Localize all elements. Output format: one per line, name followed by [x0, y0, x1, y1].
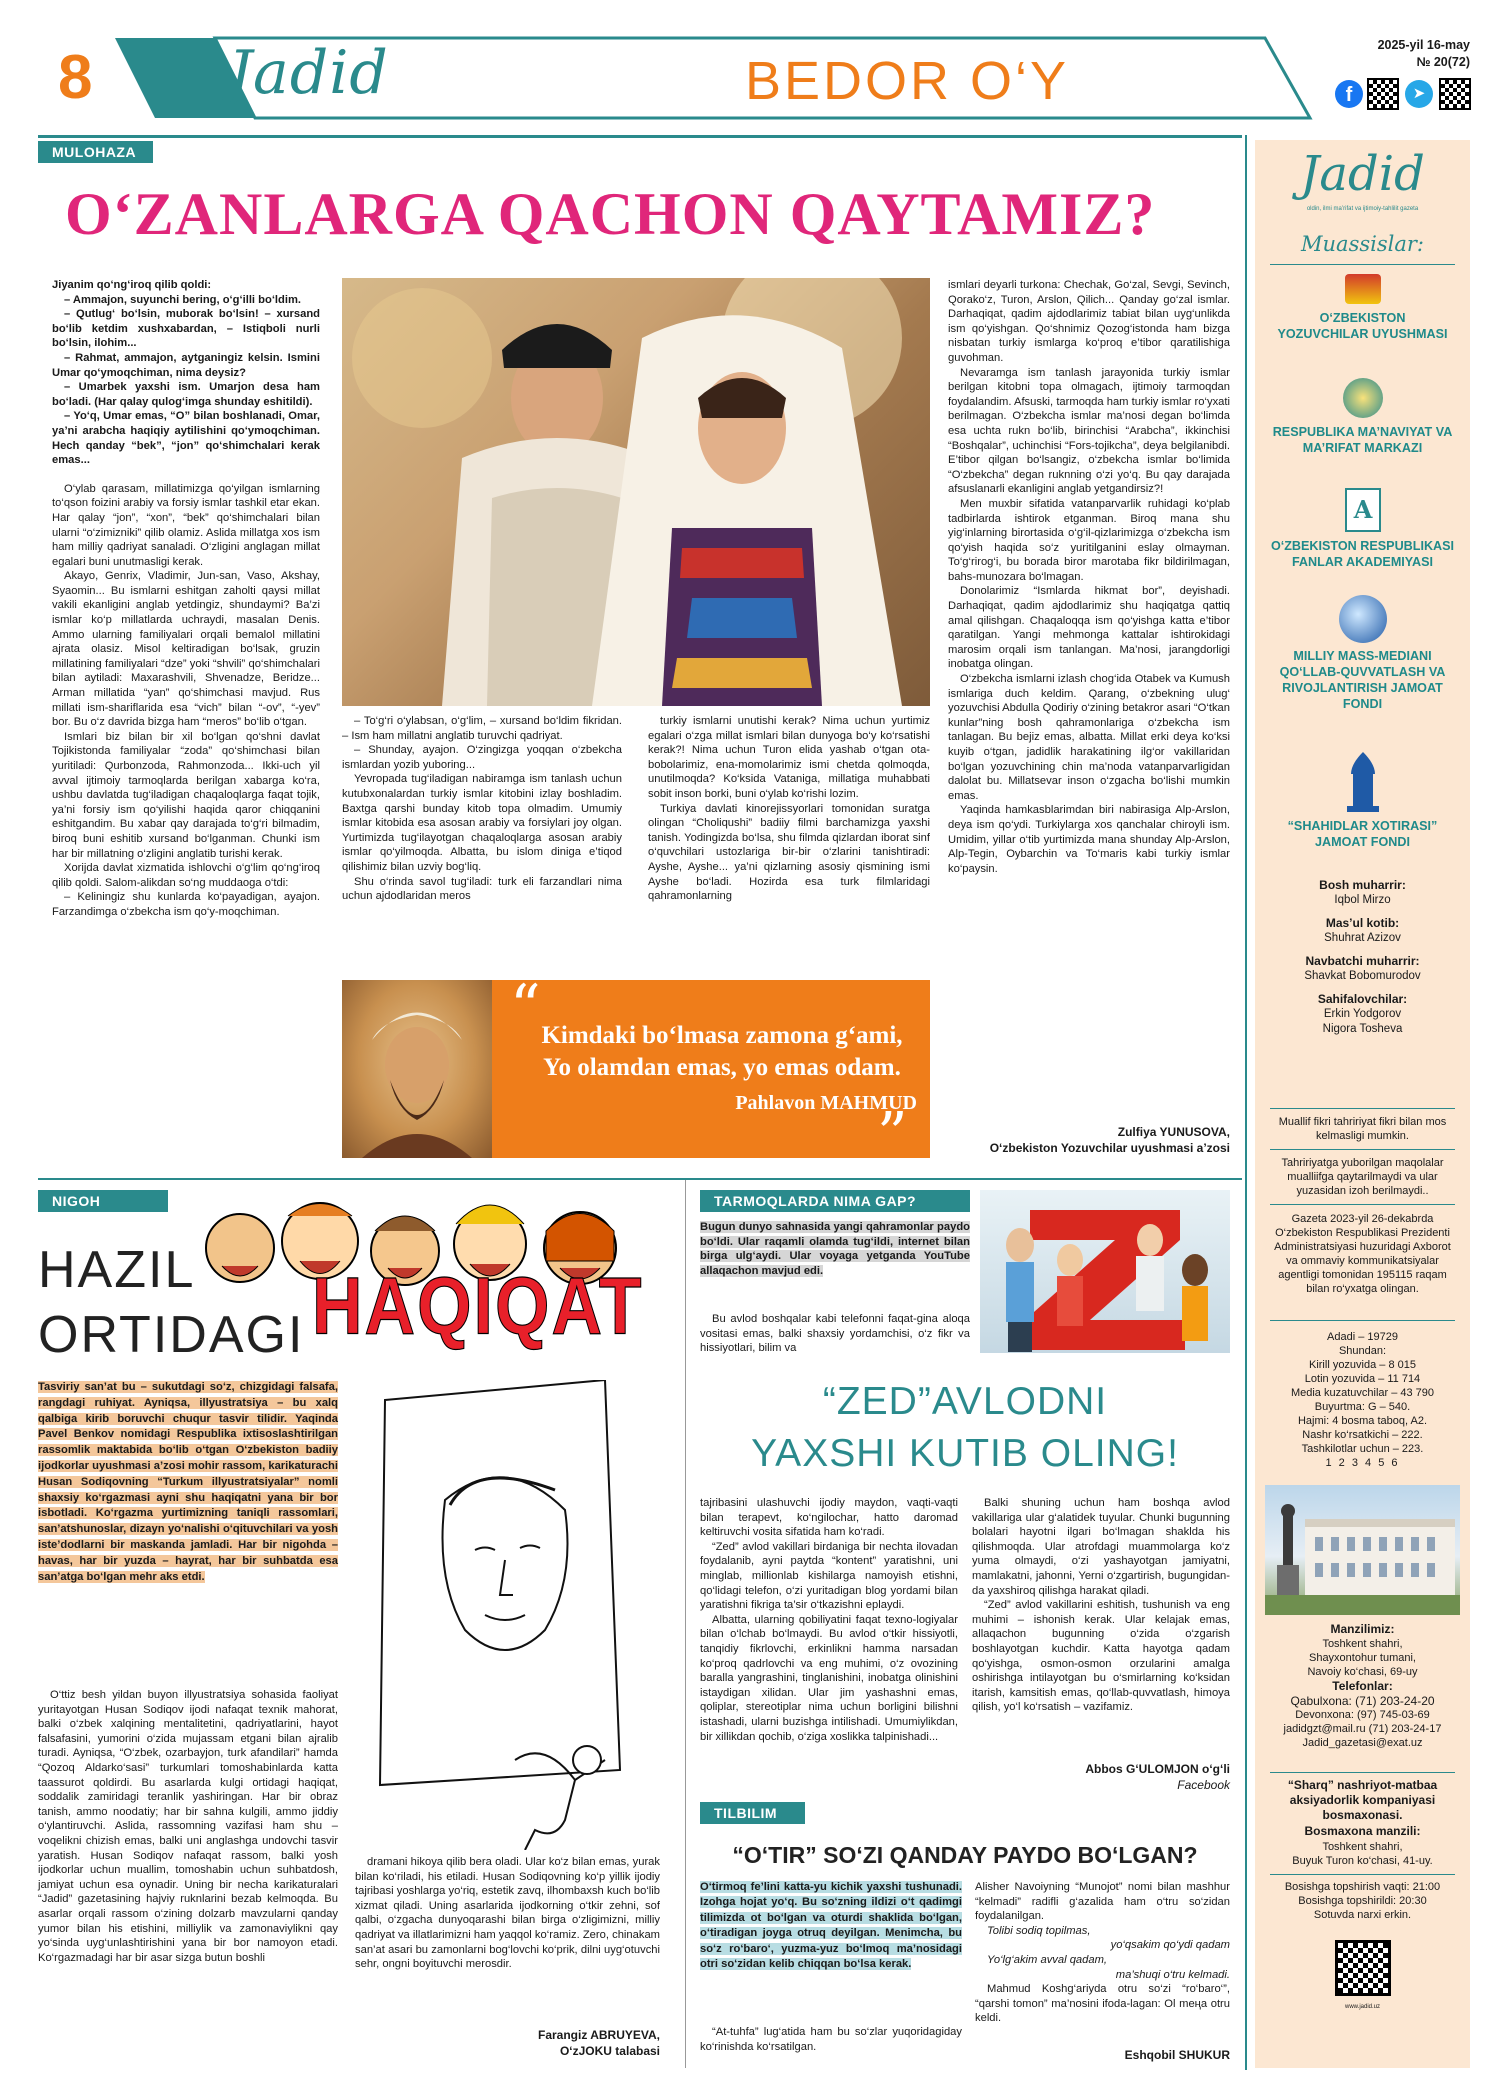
header-rule [38, 135, 1242, 138]
paragraph: “Zed” avlod vakillarini eshitish, tushunish va eng muhimi – ishonish kerak. Ular kelajak emas, allaqachon bugunning o‘zida o‘zgarish boshlayotgan kuchdir. Katta hayotga qadam qo‘yishga, osmon-osmon orzularini amalga oshirishga intilayotgan bu o‘smirlarning ko‘ksidan itarish, kamsitish emas, qo‘llab-quvvatlash, himoya qilish, yo‘l ko‘rsatish – vazifamiz. [972, 1599, 1230, 1714]
paragraph: – Shunday, ayajon. O‘zingizga yoqqan o‘zbekcha ismlardan yozib yuboring... [342, 744, 622, 771]
dialog-line: – Rahmat, ammajon, aytganingiz kelsin. Ismini Umar qo‘ymoqchiman, nima deysiz? [52, 351, 320, 379]
page-header [0, 28, 1512, 128]
verse-line: Yo‘lg‘akim avval qadam, [987, 1953, 1108, 1966]
article3-lead [700, 1220, 970, 1278]
building-photo [1265, 1485, 1460, 1615]
article2-col1 [38, 1688, 338, 1965]
article3-col2 [972, 1496, 1230, 1715]
article4-author: Eshqobil SHUKUR [1124, 2048, 1230, 2062]
telegram-icon[interactable]: ➤ [1405, 80, 1433, 108]
qr-code-icon [1439, 78, 1471, 110]
address-line: Toshkent shahri, [1322, 1638, 1403, 1650]
article2-lead [38, 1380, 338, 1585]
paragraph: Nevaramga ism tanlash jarayonida turkiy ismlar berilgan kitobni topa olmagach, ijtimoiy tarmoqdan foydalandim. Afsuski, tarmoqda ham turkiy ismlar ro‘yxati berilmagan. O‘zbekcha ismlar ma’nosi degan bo‘limda esa uchta rukn bo‘lib, birinchisi “Arabcha”, ikkinchisi “Boshqalar”, uchinchisi “Fors-tojikcha”, deya belgilanibdi. E’tibor qilgan bo‘lsangiz, o‘zbekcha ismlar bo‘limida “O‘zbekcha” degan ruknning o‘zi yo‘q. Bu qay darajada afsuslanarli ekanligini anglab yetgandirsiz?! [948, 366, 1230, 496]
staff-name: Shuhrat Azizov [1324, 932, 1401, 944]
stat-line: Lotin yozuvida – 11 714 [1304, 1373, 1421, 1385]
rubric-nigoh: NIGOH [38, 1190, 168, 1212]
article3-title-line1: “ZED”AVLODNI [822, 1380, 1108, 1423]
lead-highlight: O‘tirmoq fe’lini katta-yu kichik yaxshi tushunadi. Izohga hojat yo‘q. Bu so‘zning ildizi o‘t qadimgi tilimizda ot bo‘lgan va oturdi shaklida bo‘lgan, o‘tiradigan joyga otruq deyilgan. Menimcha, bu so‘z ro‘baro‘, yuzma-yuz bo‘lmoq ma’nosidagi otri so‘zidan kelib chiqqan bo‘lsa kerak. [700, 1881, 962, 1971]
paragraph: tajribasini ulashuvchi ijodiy maydon, vaqti-vaqti bilan terapevt, ko‘ngilochar, hatto daromad keltiruvchi vosita sifatida ham ko‘radi. [700, 1497, 958, 1539]
article1-col3 [648, 714, 930, 904]
lead-text [38, 1380, 338, 1585]
couple-photo [342, 278, 930, 706]
qr-code-icon [1367, 78, 1399, 110]
article2-title-line1: HAZIL [38, 1241, 196, 1299]
circulation-stats [1255, 1330, 1470, 1470]
page-number: 8 [58, 43, 93, 112]
lead-text [700, 1880, 962, 1972]
paragraph: Turkiya davlati kinorejissyorlari tomonidan suratga olingan “Choliqushi” badiiy filmi barchamizga yaxshi tanish. Yodingizda bo‘lsa, shu filmda qizlardan iborat sinf o‘quvchilari ustozlariga bir-bir o‘zlarini tanishtiradi: Ayshe, Ayshe... ya’ni qizlarning asosiy qismining ismi Ayshe bo‘ladi. Hozirda esa turk filmlaridagi qahramonlarning [648, 802, 930, 903]
paragraph: dramani hikoya qilib bera oladi. Ular ko‘z bilan emas, yurak bilan ko‘riladi, his etiladi. Husan Sodiqovning ko‘p yillik ijodiy tajribasi yoshlarga yo‘riq, estetik zavq, ilhombaxsh kuch bo‘lib xizmat qiladi. Uning asarlarida ijodkorning o‘tkir zehni, sof qalbi, o‘zgacha dunyoqarashi bilan birga o‘zligimizni, milliy qadriyat va illatlarimizni ham yaqqol ko‘ramiz. Zero, chinakam san’at asari bu zamonlarni bog‘lovchi ko‘prik, dilni uyg‘otuvchi sehr, ongni boyituvchi merosdir. [355, 1856, 660, 1971]
academy-logo: A [1345, 488, 1381, 532]
staff-name: Erkin Yodgorov [1323, 1008, 1402, 1020]
article3-title-line2: YAXSHI KUTIB OLING! [751, 1432, 1179, 1475]
section-divider [38, 1178, 1242, 1180]
kids-z-photo [980, 1190, 1230, 1353]
verse-line: yo‘qsakim qo‘ydi qadam [1110, 1939, 1230, 1952]
founder-5: “SHAHIDLAR XOTIRASI” JAMOAT FONDI [1287, 819, 1438, 849]
sidebar-brand: Jadid [1300, 146, 1425, 202]
dialog-line: Jiyanim qo‘ng‘iroq qilib qoldi: [52, 279, 212, 291]
stat-line: 1 2 3 4 5 6 [1325, 1457, 1400, 1469]
time-line: Bosishga topshirish vaqti: 21:00 [1284, 1881, 1441, 1893]
sidebar-brand-sub: oldin, ilmi ma’rifat va ijtimoiy-tahlilit gazeta [1306, 206, 1419, 212]
paragraph: O‘ylab qarasam, millatimizga qo‘yilgan ismlarning to‘qson foizini arabiy va forsiy ismlar tashkil etar ekan. Har qalay “jon”, “xon”, “bek” qo‘shimchalari bilan ularni “o‘zimizniki” qilib olamiz. Aslida millatga xos ism ham milliy qadriyat sanaladi. O‘zligini anglagan millat egalari buni unutmasligi kerak. [52, 482, 320, 568]
open-quote-mark: “ [510, 980, 541, 1042]
notice-2: Tahririyatga yuborilgan maqolalar mualliifga qaytarilmaydi va ular yuzasidan izoh berilmaydi.. [1281, 1157, 1444, 1197]
staff-role: Sahifalovchilar: [1317, 992, 1408, 1006]
time-line: Bosishga topshirildi: 20:30 [1298, 1895, 1427, 1907]
notice-1: Muallif fikri tahririyat fikri bilan mos kelmasligi mumkin. [1278, 1116, 1447, 1142]
article1-author: Zulfiya YUNUSOVA, [1117, 1125, 1230, 1139]
paragraph: ismlari deyarli turkona: Chechak, Go‘zal, Sevgi, Sevinch, Qorako‘z, Turon, Arslon, Qilich... Qanday go‘zal ismlar. Darhaqiqat, qadim ajdodlarimiz tabiat bilan uyg‘unlikda ism qo‘yishgan. Qo‘shnimiz Qozog‘istonda ham bizga nisbatan turkiy ismlarga ko‘proq e’tibor qaratilishiga guvohman. [948, 279, 1230, 364]
address-line: Navoiy ko‘chasi, 69-uy [1307, 1666, 1418, 1678]
article1-col2 [342, 714, 622, 904]
paragraph: Bu avlod boshqalar kabi telefonni faqat-gina aloqa vositasi emas, balki shaxsiy yordamchisi, o‘z fikr va hissiyotlari, bilim va [700, 1313, 970, 1355]
article3-source: Facebook [1177, 1778, 1230, 1792]
lead-highlight: Bugun dunyo sahnasida yangi qahramonlar paydo bo‘ldi. Ular raqamli olamda tug‘ildi, internet bilan birga ulg‘aydi. Ular voyaga yetganda YouTube allaqachon mavjud edi. [700, 1221, 970, 1277]
verse-line: ma’shuqi o‘tru kelmadi. [1115, 1968, 1230, 1981]
article4-title: “O‘TIR” SO‘ZI QANDAY PAYDO BO‘LGAN? [732, 1842, 1198, 1868]
founder-2: RESPUBLIKA MA’NAVIYAT VA MA’RIFAT MARKAZI [1272, 425, 1453, 455]
qr-code-icon [1335, 1940, 1391, 1996]
printer-address-line: Buyuk Turon ko‘chasi, 41-uy. [1292, 1855, 1433, 1867]
paragraph: Ismlari biz bilan bir xil bo‘lgan qo‘shni davlat Tojikistonda familiyalar “zoda” qo‘shimchasi bilan yuritiladi: Qurbonzoda, Rahmonzoda... Ikki-uch yil avval ijtimoiy tarmoqlarda berilgan xabarga ko‘ra, ushbu davlatda tug‘iladigan chaqaloqlarga faqat tojik, ya’ni forsiy ism qo‘yilishi haqida qaror chiqqanini eshitgandim. Bu xabar qay darajada to‘g‘ri bilmadim, biroq buni eshitib xursand bo‘lganman. Chunki ism har bir millatning o‘zligini anglatib turishi kerak. [52, 730, 320, 860]
staff-name: Shavkat Bobomurodov [1304, 970, 1421, 982]
article3-col1 [700, 1496, 958, 1744]
issue-number: № 20(72) [1416, 55, 1470, 69]
dialog-line: – Yo‘q, Umar emas, “O” bilan boshlanadi, Omar, ya’ni arabcha haqiqiy aytilishini qo‘ymoqchiman. Hech qanday “bek”, “jon” qo‘shimchalari kerak emas... [52, 410, 320, 467]
phone-line: Qabulxona: (71) 203-24-20 [1290, 1694, 1435, 1708]
article3-author: Abbos G‘ULOMJON o‘g‘li [1085, 1762, 1230, 1776]
email-line: Jadid_gazetasi@exat.uz [1302, 1737, 1423, 1749]
article2-col2 [355, 1855, 660, 1972]
column-rule [1245, 135, 1247, 2070]
paragraph: O‘zbekcha ismlarni izlash chog‘ida Otabek va Kumush ismlariga duch keldim. Qarang, o‘zbekning ulug‘ yozuvchisi Abdulla Qodiriy o‘zining betakror asari “O‘tkan kunlar”ning bosh qahramonlariga o‘zbekcha ism tanlagan. Bu bejiz emas, albatta. Millat erki deya ko‘ksi kuyib o‘tgan, jadidlik harakatining ilg‘or vakillaridan bo‘lgan yozuvchining chin ma’noda vatanparvarligidan dalolat bu. Millatsevar inson o‘zgacha bo‘lishi mumkin emas. [948, 673, 1230, 802]
contacts-block [1255, 1622, 1470, 1750]
sidebar-rule [1270, 1320, 1455, 1321]
paragraph: – Keliningiz shu kunlarda ko‘payadigan, ayajon. Farzandimga o‘zbekcha ism qo‘y-moqchiman. [52, 891, 320, 918]
stat-line: Tashkilotlar uchun – 223. [1301, 1443, 1424, 1455]
paragraph: Albatta, ularning qobiliyatini faqat texno-logiyalar bilan o‘lchab bo‘lmaydi. Bu avlod o‘tkir hissiyotli, tanqidiy fikrlovchi, erkinlikni hamma narsadan ko‘proq qadrlovchi va eng muhimi, o‘z ovozining baralla yangrashini, tinglanishini, inobatga olinishini istaydigan xilidan. Ular jim yashashni emas, qoliplar, stereotiplar nima uchun borligini bilishni istashadi, ularni buzishga intilishadi. Umumiylikdan, bir xillikdan qochib, o‘ziga xoslikka talpinishadi... [700, 1613, 958, 1743]
article2-title-big: HAQIQAT [312, 1261, 644, 1351]
paragraph: O‘ttiz besh yildan buyon illyustratsiya sohasida faoliyat yuritayotgan Husan Sodiqov ijodi nafaqat texnik mahorat, balki o‘zbek xalqining mentalitetini, qadriyatlarini, hayot falsafasini, yumorini o‘zida mujassam etgani bilan ajralib turadi. Ayniqsa, “O‘zbek, ozarbayjon, turk afandilari” hamda “Qozoq Aldarko‘sasi” turkumlari tomoshabinlarda katta taassurot qoldirdi. Bu asarlarda kulgi ortidagi haqiqat, soddalik zamiridagi teranlik yashiringan. Har bir obraz tanish, ammo noodatiy; har bir sahna kulgili, ammo jiddiy o‘ylantiruvchi. Aslida, rassomning vazifasi ham shu – voqelikni chizish emas, balki uni anglashga undovchi tasvir yaratish. Husan Sodiqov nafaqat rassom, balki yosh ijodkorlar uchun muallim, tomoshabin uchun suhbatdosh, jamiyat uchun esa oynadir. Uning bir necha karikaturalari “Jadid” gazetasining hajviy ruknlarini bezab kelmoqda. Bu asarlar orqali rassom o‘zining dolzarb mavzularni qanday yumor bilan his etishini, milliylik va zamonaviylikni qay yo‘sinda uyg‘unlashtirishini yana bir bor namoyon etadi. Ko‘rgazmadagi har bir asar sizga butun boshli [38, 1689, 338, 1964]
lead-highlight: Tasviriy san’at bu – sukutdagi so‘z, chizgidagi falsafa, rangdagi ruhiyat. Ayniqsa, illyustratsiya – bu xalq qalbiga kirib boruvchi chuqur tasvir tilidir. Yaqinda Pavel Benkov nomidagi Respublika ixtisoslashtirilgan rassomlik maktabida bo‘lib o‘tgan O‘zbekiston badiiy ijodkorlar uyushmasi a’zosi mohir rassom, karikaturachi Husan Sodiqovning “Turkum illyustratsiyalar” nomli shaxsiy ko‘rgazmasi ayni shu haqiqatni yana bir bor isbotladi. Ko‘rgazma yurtimizning taniqli rassomlari, san’atshunoslar, dizayn yo‘nalishi o‘qituvchilari va yosh iste’dodlarni bir maskanda jamladi. Har bir nigohda – havas, har bir yuzda – hayrat, har bir suhbatda esa san’atga bo‘lgan mehr aks etdi. [38, 1381, 338, 1583]
issue-date: 2025-yil 16-may [1377, 38, 1470, 52]
article4-col1-end [700, 2025, 962, 2054]
paragraph: Alisher Navoiyning “Munojot” nomi bilan mashhur “kelmadi” radifli g‘azalida ham o‘tru so‘zidan foydalanilgan. [975, 1881, 1230, 1923]
spirituality-center-logo [1343, 378, 1383, 418]
address-title: Manzilimiz: [1330, 1622, 1395, 1636]
staff-name: Iqbol Mirzo [1334, 894, 1391, 906]
stat-line: Buyurtma: G – 540. [1314, 1401, 1411, 1413]
rubric-mulohaza: MULOHAZA [38, 141, 153, 163]
article1-col1 [52, 278, 320, 920]
rubric-tilbilim: TILBILIM [700, 1802, 805, 1824]
article1-col4 [948, 278, 1230, 876]
verse-line: Tolibi sodiq topilmas, [987, 1924, 1091, 1937]
staff-role: Bosh muharrir: [1319, 878, 1406, 892]
staff-role: Navbatchi muharrir: [1305, 954, 1420, 968]
paragraph: Akayo, Genrix, Vladimir, Jun-san, Vaso, Akshay, Syaomin... Bu ismlarni eshitgan zaholti qaysi millat vakili ekanligini anglab yetdingiz, shundaymi? Ba’zi ismlar ko‘p millatlarda uchraydi, masalan Denis. Ammo ularning familiyalari orqali bemalol millatini ajrata olasiz. Misol keltiradigan bo‘lsak, gruzin millatining familiyalari “dze” yoki “shvili” qo‘shimchalari bilan aytiladi: Maxarashvili, Shvenadze, Beridze... Arman millatida “yan” qo‘shimchasi mavjud. Rus millati ism-shariflarida esa “vich” bilan “-ov”, “-yev” bor. Bu o‘z davrida bizga ham “meros” bo‘lib o‘tgan. [52, 570, 320, 729]
article1-author-role: O‘zbekiston Yozuvchilar uyushmasi a’zosi [989, 1141, 1230, 1155]
article2-author-role: O‘zJOKU talabasi [559, 2044, 660, 2058]
paragraph: Mahmud Koshg‘ariyda otru so‘zi “ro‘baro‘”, “qarshi tomon” ma’nosini ifoda-lagan: Ol meңa otru keldi. [975, 1983, 1230, 2025]
stat-line: Media kuzatuvchilar – 43 790 [1290, 1387, 1435, 1399]
address-line: Shayxontohur tumani, [1308, 1652, 1416, 1664]
staff-name: Nigora Tosheva [1322, 1023, 1403, 1035]
paragraph: Men muxbir sifatida vatanparvarlik ruhidagi ko‘plab tadbirlarda ishtirok etganman. Biroq mana shu yig‘inlarning birortasida o‘g‘il-qizlarimizga o‘zbekcha ism qo‘yish haqida so‘z yuritilganini eslay olmayman. To‘g‘rirog‘i, bu borada biror marotaba fikr bildirilmagan, bahs-munozara bo‘lmagan. [948, 497, 1230, 583]
sidebar-rule [1270, 1108, 1455, 1109]
registration-info: Gazeta 2023-yil 26-dekabrda O‘zbekiston Respublikasi Prezidenti Administratsiyasi huzuridagi Axborot va ommaviy kommunikatsiyalar agentligi tomonidan 195115 raqam bilan ro‘yxatga olingan. [1274, 1213, 1451, 1295]
article4-col2 [975, 1880, 1230, 2026]
phones-title: Telefonlar: [1332, 1679, 1393, 1693]
article4-lead [700, 1880, 962, 1972]
paragraph: Xorijda davlat xizmatida ishlovchi o‘g‘lim qo‘ng‘iroq qilib qoldi. Salom-alikdan so‘ng muddaoga o‘tdi: [52, 862, 320, 889]
paragraph: Yevropada tug‘iladigan nabiramga ism tanlash uchun kutubxonalardan turkiy ismlar kitobini izlay boshladim. Baxtga qarshi bunday kitob topa olmadim. Umumiy ismlar kitobida esa asosan arabiy va forsiylari joy olgan. Yurtimizda tug‘ilayotgan chaqaloqlarga asosan arabiy ismlar qo‘yilmoqda. Albatta, bu islom diniga e’tiqod qilishimiz bilan uzviy bog‘liq. [342, 773, 622, 873]
sidebar-rule [1270, 1204, 1455, 1205]
mass-media-fund-logo [1339, 595, 1387, 643]
printer-address-line: Toshkent shahri, [1322, 1841, 1403, 1853]
printer-info: “Sharq” nashriyot-matbaa aksiyadorlik kompaniyasi bosmaxonasi. [1287, 1778, 1438, 1822]
paragraph: “Zed” avlod vakillari birdaniga bir nechta ilovadan foydalanib, ayni paytda “kontent” yaratishni, uni minglab, millionlab kishilarga namoyish etishni, qo‘lidagi telefon, o‘zi yuritadigan blog yordami bilan yaratishni fikriga ta’sir o‘tkazishni eplaydi. [700, 1540, 958, 1612]
founder-3: O‘ZBEKISTON RESPUBLIKASI FANLAR AKADEMIYASI [1270, 539, 1455, 569]
article1-title: O‘ZANLARGA QACHON QAYTAMIZ? [65, 181, 1156, 247]
sidebar-rule [1270, 1772, 1455, 1773]
paragraph: Balki shuning uchun ham boshqa avlod vakillariga ular g‘alatidek tuyular. Chunki bugunning bolalari hayotni ilgari bo‘lmagan shaklda his qilishmoqda. Ular atrofdagi muammolarga ko‘z yuma olmaydi, o‘zi yashayotgan jamiyatni, mamlakatni, jahonni, Yerni o‘zgartirish, bugungidan-da yaxshiroq qilishga harakat qiladi. [972, 1497, 1230, 1597]
time-line: Sotuvda narxi erkin. [1313, 1909, 1412, 1921]
founder-1: O‘ZBEKISTON YOZUVCHILAR UYUSHMASI [1277, 311, 1448, 341]
sidebar-rule [1270, 1874, 1455, 1875]
dialog-line: – Qutlug‘ bo‘lsin, muborak bo‘lsin! – xursand bo‘lib ketdim xushxabardan, – Istiqboli nurli bo‘lsin, ilohim... [52, 308, 320, 350]
article3-intro [700, 1312, 970, 1356]
stat-line: Shundan: [1338, 1345, 1387, 1357]
paragraph: “At-tuhfa” lug‘atida ham bu so‘zlar yuqoridagiday ko‘rinishda ko‘rsatilgan. [700, 2026, 962, 2053]
sidebar-masthead [1255, 140, 1470, 2068]
martyrs-fund-logo [1345, 752, 1381, 812]
printer-address-title: Bosmaxona manzili: [1304, 1824, 1421, 1838]
paragraph: turkiy ismlarni unutishi kerak? Nima uchun yurtimiz egalari o‘zga millat ismlari bilan dunyoga bo‘y ko‘rsatishi kerak?! Nima uchun Turon elida yashab o‘tgan ota-bobolarimiz, ena-momolarimiz ismi chetda qolmoqda, unutilmoqda? Ko‘ksida Vataniga, millatiga muhabbati sobit inson borki, buni o‘ylab ko‘rishi lozim. [648, 715, 930, 800]
paragraph: Shu o‘rinda savol tug‘iladi: turk eli farzandlari nima uchun ajdodlaridan meros [342, 875, 622, 903]
staff-block [1255, 878, 1470, 1037]
print-times [1255, 1880, 1470, 1922]
sidebar-rule [1270, 1149, 1455, 1150]
dialog-line: – Ammajon, suyunchi bering, o‘g‘illi bo‘ldim. [64, 293, 302, 306]
staff-role: Mas’ul kotib: [1325, 916, 1400, 930]
stat-line: Kirill yozuvida – 8 015 [1308, 1359, 1416, 1371]
founder-4: MILLIY MASS-MEDIANI QO‘LLAB-QUVVATLASH VA RIVOJLANTIRISH JAMOAT FONDI [1279, 649, 1446, 711]
article2-title-line2: ORTIDAGI [38, 1306, 305, 1364]
quote-box [342, 980, 930, 1158]
brand-logo: Jadid [228, 38, 389, 108]
stat-line: Hajmi: 4 bosma taboq, A2. [1297, 1415, 1427, 1427]
rubric-tarmoqlarda: TARMOQLARDA NIMA GAP? [700, 1190, 970, 1212]
vertical-divider [685, 1180, 686, 2068]
paragraph: Yaqinda hamkasblarimdan biri nabirasiga Alp-Arslon, deya ism qo‘ydi. Turkiylarga xos qanchalar chiroyli ism. Umidim, yillar o‘tib yurtimizda mana shunday Alp-Arslon, Alp-Tegin, Oybarchin va To‘maris kabi turkiy ismlar ko‘paysin. [948, 804, 1230, 875]
writers-union-logo [1345, 274, 1381, 304]
paragraph: – To‘g‘ri o‘ylabsan, o‘g‘lim, – xursand bo‘ldim fikridan. – Ism ham millatni anglatib turuvchi qadriyat. [342, 715, 622, 742]
close-quote-mark: ” [877, 1100, 908, 1158]
founders-title: Muassislar: [1301, 232, 1424, 256]
caricature-drawing [355, 1380, 655, 1850]
email-line: jadidgzt@mail.ru (71) 203-24-17 [1283, 1723, 1442, 1735]
site-url: www.jadid.uz [1344, 2004, 1380, 2010]
quote-line-2: Yo olamdan emas, yo emas odam. [543, 1054, 901, 1081]
section-title: BEDOR O‘Y [745, 51, 1070, 111]
lead-text [700, 1220, 970, 1278]
facebook-icon[interactable]: f [1335, 80, 1363, 108]
dialog-line: – Umarbek yaxshi ism. Umarjon desa ham bo‘ladi. (Har qalay qulog‘imga shunday eshitildi). [52, 381, 320, 408]
paragraph: Donolarimiz “Ismlarda hikmat bor”, deyishadi. Darhaqiqat, qadim ajdodlarimiz shu haqiqatga qattiq amal qilishgan. Chaqaloqqa ism qo‘yishga katta e’tibor qaratilgan. Yangi mehmonga kattalar ishtirokidagi marosim orqali ism tanlangan. Ma’nosi, jarangdorligi inobatga olingan. [948, 585, 1230, 671]
quote-author: Pahlavon MAHMUD [735, 1092, 917, 1114]
article2-author: Farangiz ABRUYEVA, [537, 2028, 660, 2042]
poet-portrait [342, 980, 492, 1158]
social-icons [1335, 78, 1475, 110]
stat-line: Nashr ko‘rsatkichi – 222. [1302, 1429, 1423, 1441]
quote-line-1: Kimdaki bo‘lmasa zamona g‘ami, [541, 1022, 903, 1049]
stat-line: Adadi – 19729 [1327, 1331, 1398, 1343]
phone-line: Devonxona: (97) 745-03-69 [1295, 1709, 1430, 1721]
founders-rule [1270, 264, 1455, 265]
